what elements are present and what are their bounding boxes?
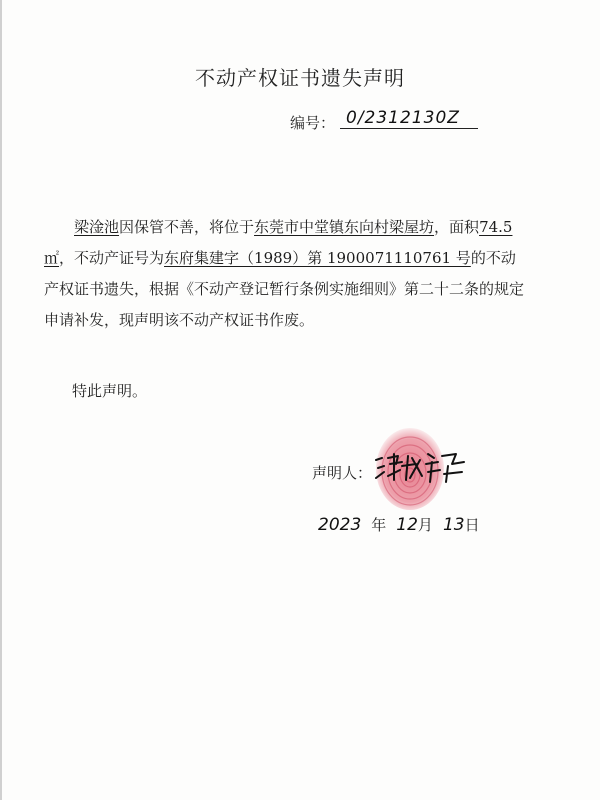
date-year-unit: 年 bbox=[371, 516, 387, 534]
handwritten-signature bbox=[372, 446, 472, 486]
declarant-label: 声明人： bbox=[312, 464, 373, 482]
body-text-3: ，不动产证号为 bbox=[59, 249, 165, 267]
date-month: 12 bbox=[396, 515, 418, 535]
doc-number-underline bbox=[340, 128, 478, 129]
declaration-date bbox=[318, 514, 480, 535]
date-day: 13 bbox=[442, 515, 465, 535]
closing-statement: 特此声明。 bbox=[72, 382, 148, 400]
property-location: 东莞市中堂镇东向村梁屋坊 bbox=[254, 218, 435, 236]
owner-name: 梁淦池 bbox=[74, 218, 120, 236]
date-month-unit: 月 bbox=[417, 516, 433, 534]
doc-number-value: 0/2312130Z bbox=[346, 108, 460, 128]
date-year: 2023 bbox=[318, 515, 362, 535]
document-title: 不动产权证书遗失声明 bbox=[195, 66, 405, 90]
body-text-1: 因保管不善，将位于 bbox=[119, 218, 255, 236]
body-text-2: ，面积 bbox=[434, 218, 480, 236]
page-edge bbox=[0, 0, 2, 800]
date-day-unit: 日 bbox=[464, 516, 480, 534]
doc-number-label: 编号： bbox=[290, 114, 336, 132]
declaration-body bbox=[44, 212, 530, 336]
certificate-number: 东府集建字（1989）第 1900071110761 号 bbox=[164, 249, 471, 267]
property-area: 74.5 ㎡ bbox=[44, 218, 513, 267]
body-text-4: 的不动产权证书遗失，根据《不动产登记暂行条例实施细则》第二十二条的规定申请补发，现声明该不动产权证书作废。 bbox=[44, 249, 525, 329]
